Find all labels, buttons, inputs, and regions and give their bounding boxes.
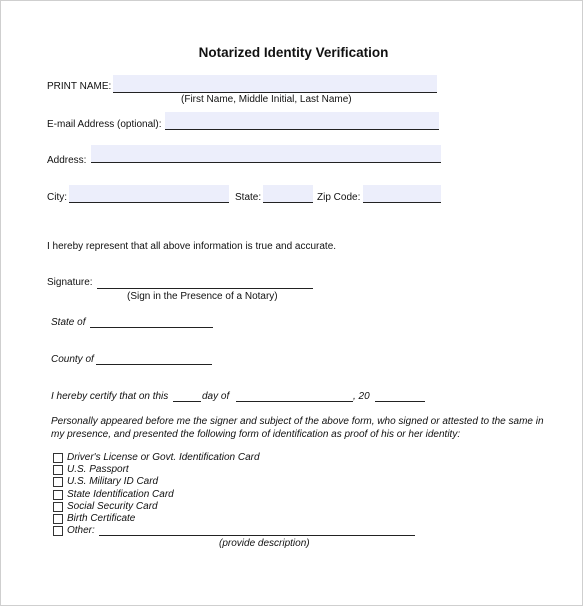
day-of-label: day of xyxy=(202,391,230,402)
print-name-field[interactable] xyxy=(113,75,437,93)
certify-prefix: I hereby certify that on this xyxy=(51,391,169,402)
personally-line-1: Personally appeared before me the signer and subject of the above form, who signed or attested to the same in xyxy=(51,416,544,427)
zip-label: Zip Code: xyxy=(317,192,361,203)
signature-line[interactable] xyxy=(97,287,313,289)
email-field[interactable] xyxy=(165,112,439,130)
year-label: , 20 xyxy=(353,391,370,402)
address-label: Address: xyxy=(47,155,87,166)
form-page: Notarized Identity Verification PRINT NAME: (First Name, Middle Initial, Last Name) E-mail Address (optional): Address: City: State: Zip Code: I hereby represent that all above information is true and accurate. Signature: (Sign in the Presence of a Notary) State of County of I hereby certify that on this day of , 20 Personally appeared before me the signer and subject of the above form, who signed or attested to the same in my presence, and presented the following form of identification as proof of his or her identity: Driver's License or Govt. Identification Card U.S. Passport U.S. Military ID Card State Identification Card Social Security Card Birth Certificate Other: (provide description) xyxy=(0,0,583,606)
address-field[interactable] xyxy=(91,145,441,163)
print-name-hint: (First Name, Middle Initial, Last Name) xyxy=(181,94,352,105)
checkbox[interactable] xyxy=(53,453,63,463)
day-line[interactable] xyxy=(173,400,201,402)
state-label: State: xyxy=(235,192,262,203)
checkbox[interactable] xyxy=(53,526,63,536)
address-input[interactable] xyxy=(91,147,441,164)
statement-text: I hereby represent that all above information is true and accurate. xyxy=(47,241,337,252)
zip-field[interactable] xyxy=(363,185,441,203)
month-line[interactable] xyxy=(236,400,353,402)
checkbox[interactable] xyxy=(53,465,63,475)
city-label: City: xyxy=(47,192,67,203)
other-description-line[interactable] xyxy=(99,534,415,536)
signature-label: Signature: xyxy=(47,277,93,288)
state-of-label: State of xyxy=(51,317,86,328)
print-name-input[interactable] xyxy=(113,77,437,94)
print-name-label: PRINT NAME: xyxy=(47,81,112,92)
checkbox[interactable] xyxy=(53,490,63,500)
state-input[interactable] xyxy=(263,187,313,204)
email-input[interactable] xyxy=(165,114,439,131)
signature-hint: (Sign in the Presence of a Notary) xyxy=(127,291,278,302)
personally-line-2: my presence, and presented the following form of identification as proof of his or her identity: xyxy=(51,429,461,440)
checkbox[interactable] xyxy=(53,477,63,487)
year-line[interactable] xyxy=(375,400,425,402)
checkbox[interactable] xyxy=(53,502,63,512)
email-label: E-mail Address (optional): xyxy=(47,119,162,130)
state-of-line[interactable] xyxy=(90,326,213,328)
checkbox[interactable] xyxy=(53,514,63,524)
form-title: Notarized Identity Verification xyxy=(198,45,389,60)
state-field[interactable] xyxy=(263,185,313,203)
county-of-line[interactable] xyxy=(96,363,212,365)
other-hint: (provide description) xyxy=(219,538,310,549)
county-of-label: County of xyxy=(51,354,94,365)
city-input[interactable] xyxy=(69,187,229,204)
city-field[interactable] xyxy=(69,185,229,203)
zip-input[interactable] xyxy=(363,187,441,204)
